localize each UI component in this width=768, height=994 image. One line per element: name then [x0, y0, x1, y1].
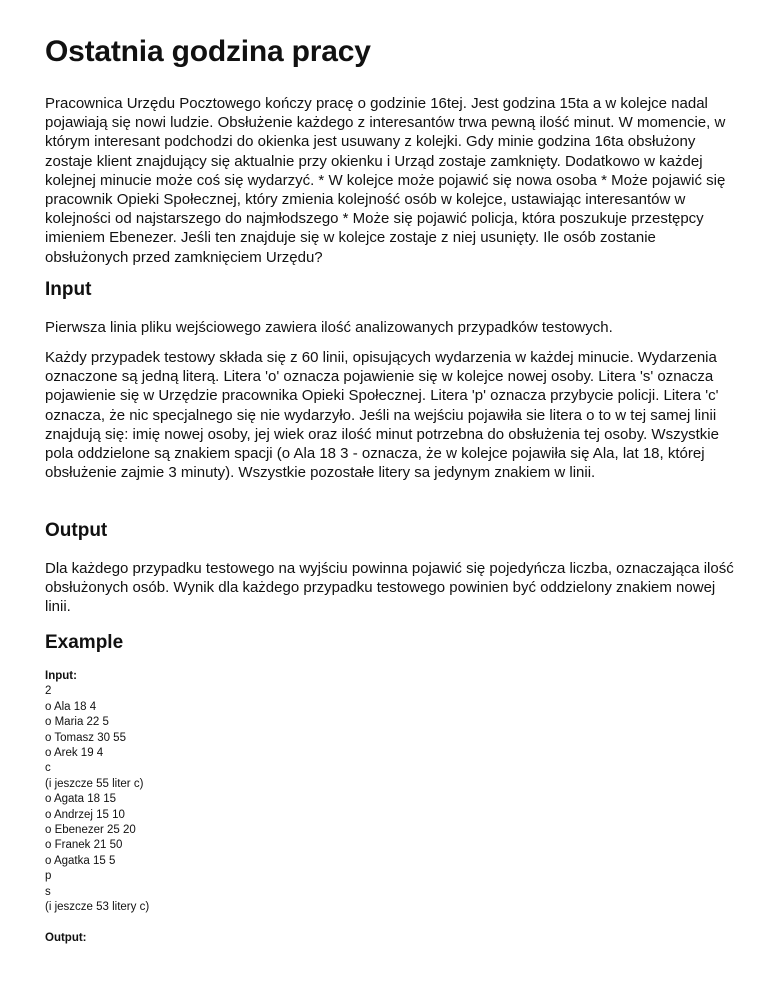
example-input-line: o Maria 22 5 — [45, 716, 109, 729]
example-input-line: o Franek 21 50 — [45, 839, 123, 852]
example-input-line: c — [45, 762, 51, 775]
example-input-line: 2 — [45, 685, 52, 698]
example-input-line: s — [45, 885, 51, 898]
output-heading: Output — [45, 520, 108, 541]
example-heading: Example — [45, 632, 124, 653]
example-input-label: Input: — [45, 670, 77, 682]
input-paragraph-2: Każdy przypadek testowy składa się z 60 linii, opisujących wydarzenia w każdej minucie. Wydarzenia oznaczone są jedną literą. Litera 'o' oznacza pojawienie się w kolejce nowej osoby. Litera 's' oznacza pojawienie się w Urzędzie pracownika Opieki Społecznej. Litera 'p' oznacza przybycie policji. Litera 'c' oznacza, że nic specjalnego się nie wydarzyło. Jeśli na wejściu pojawiła sie litera o to w tej samej linii znajdują się: imię nowej osoby, jej wiek oraz ilość minut potrzebna do obsłużenia tej osoby. Wszystkie pola oddzielone są znakiem spacji (o Ala 18 3 - oznacza, że w kolejce pojawiła się Ala, lat 18, której obsłużenie zajmie 3 minuty). Wszystkie pozostałe litery sa jedynym znakiem w linii. — [45, 349, 719, 482]
page-title: Ostatnia godzina pracy — [45, 35, 371, 68]
example-input-line: o Andrzej 15 10 — [45, 808, 125, 821]
example-output-label: Output: — [45, 931, 87, 944]
example-input-line: p — [45, 870, 52, 883]
example-input-line: (i jeszcze 55 liter c) — [45, 777, 144, 790]
example-input-line: o Arek 19 4 — [45, 747, 104, 760]
example-spacer — [45, 916, 735, 931]
example-input-line: o Ebenezer 25 20 — [45, 824, 136, 837]
input-heading: Input — [45, 279, 92, 300]
intro-paragraph: Pracownica Urzędu Pocztowego kończy pracę o godzinie 16tej. Jest godzina 15ta a w kolejce nadal pojawiają się nowi ludzie. Obsłużenie każdego z interesantów trwa pewną ilość minut. W momencie, w którym interesant podchodzi do okienka jest usuwany z kolejki. Gdy minie godzina 16ta obsłużony zostaje klient znajdujący się aktualnie przy okienku i Urząd zostaje zamknięty. Dodatkowo w każdej kolejnej minucie może coś się wydarzyć. * W kolejce może pojawić się nowa osoba * Może pojawić się pracownik Opieki Społecznej, który zmienia kolejność osób w kolejce, ustawiając interesantów w kolejności od najstarszego do najmłodszego * Może się pojawić policja, która poszukuje przestępcy imieniem Ebenezer. Jeśli ten znajduje się w kolejce zostaje z niej usunięty. Ile osób zostanie obsłużonych przed zamknięciem Urzędu? — [45, 95, 726, 266]
example-input-line: (i jeszcze 53 litery c) — [45, 901, 150, 914]
example-input-line: o Ala 18 4 — [45, 700, 97, 713]
example-block — [45, 669, 735, 946]
input-paragraph-1: Pierwsza linia pliku wejściowego zawiera ilość analizowanych przypadków testowych. — [45, 319, 613, 336]
output-paragraph: Dla każdego przypadku testowego na wyjściu powinna pojawić się pojedyńcza liczba, oznaczająca ilość obsłużonych osób. Wynik dla każdego przypadku testowego powinien być oddzielony znakiem nowej linii. — [45, 560, 734, 616]
example-input-line: o Agata 18 15 — [45, 793, 116, 806]
example-input-line: o Agatka 15 5 — [45, 854, 116, 867]
example-input-line: o Tomasz 30 55 — [45, 731, 126, 744]
